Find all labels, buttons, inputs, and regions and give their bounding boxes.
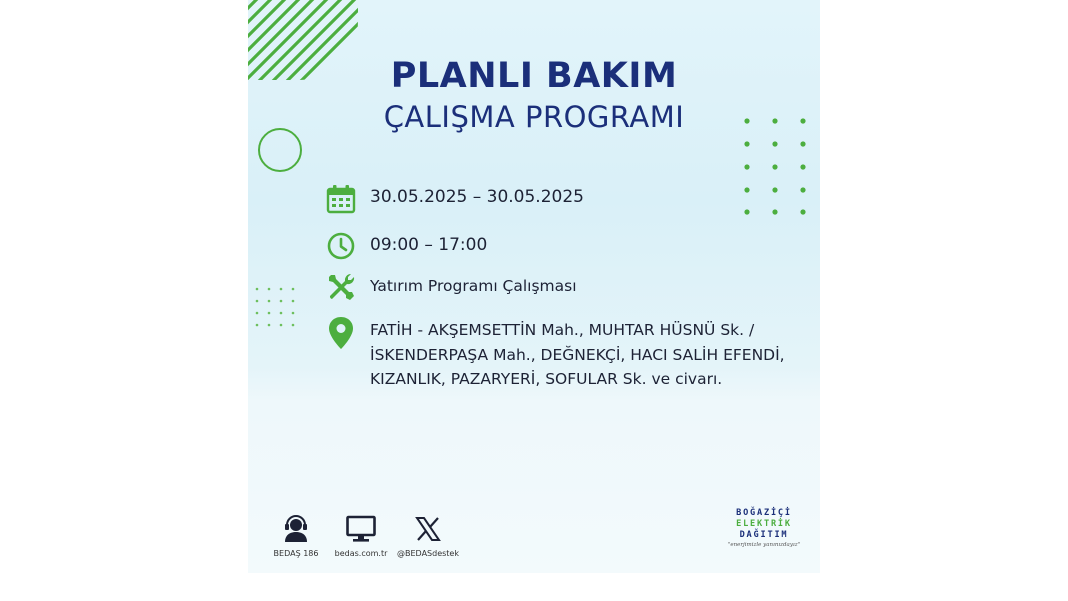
brand-line-1: BOĞAZİÇİ: [736, 508, 792, 518]
clock-icon: [326, 231, 356, 261]
call-center-icon: [282, 515, 310, 543]
location-row: [326, 316, 785, 392]
date-row: [326, 184, 584, 214]
location-line-3: KIZANLIK, PAZARYERİ, SOFULAR Sk. ve civarı.: [370, 370, 723, 388]
work-type-row: [326, 272, 577, 302]
page-subtitle: ÇALIŞMA PROGRAMI: [383, 100, 685, 134]
website-label: bedas.com.tr: [334, 549, 388, 558]
page-title: PLANLI BAKIM: [390, 56, 678, 96]
brand-line-3: DAĞITIM: [739, 530, 789, 540]
monitor-icon: [346, 515, 376, 543]
brand-line-2: ELEKTRİK: [736, 519, 792, 529]
tools-icon: [326, 272, 356, 302]
location-pin-icon: [326, 316, 356, 350]
location-text: [370, 318, 785, 392]
x-logo-icon: [415, 515, 441, 543]
calendar-icon: [326, 184, 356, 214]
phone-label: BEDAŞ 186: [273, 549, 319, 558]
location-line-2: İSKENDERPAŞA Mah., DEĞNEKÇİ, HACI SALİH EFENDİ,: [370, 345, 785, 364]
time-range: 09:00 – 17:00: [370, 235, 488, 255]
date-range: 30.05.2025 – 30.05.2025: [370, 187, 584, 207]
work-type: Yatırım Programı Çalışması: [370, 277, 577, 295]
decorative-dot-grid-left: [254, 286, 298, 330]
time-row: [326, 231, 487, 261]
brand-tagline: "enerjimizle yanınızdayız": [727, 542, 801, 548]
location-line-1: FATİH - AKŞEMSETTİN Mah., MUHTAR HÜSNÜ Sk. /: [370, 321, 755, 339]
poster: [248, 0, 820, 573]
decorative-circle: [258, 128, 302, 172]
brand-logo: [722, 508, 806, 548]
footer-social[interactable]: [388, 515, 468, 558]
social-label: @BEDASdestek: [397, 549, 459, 558]
